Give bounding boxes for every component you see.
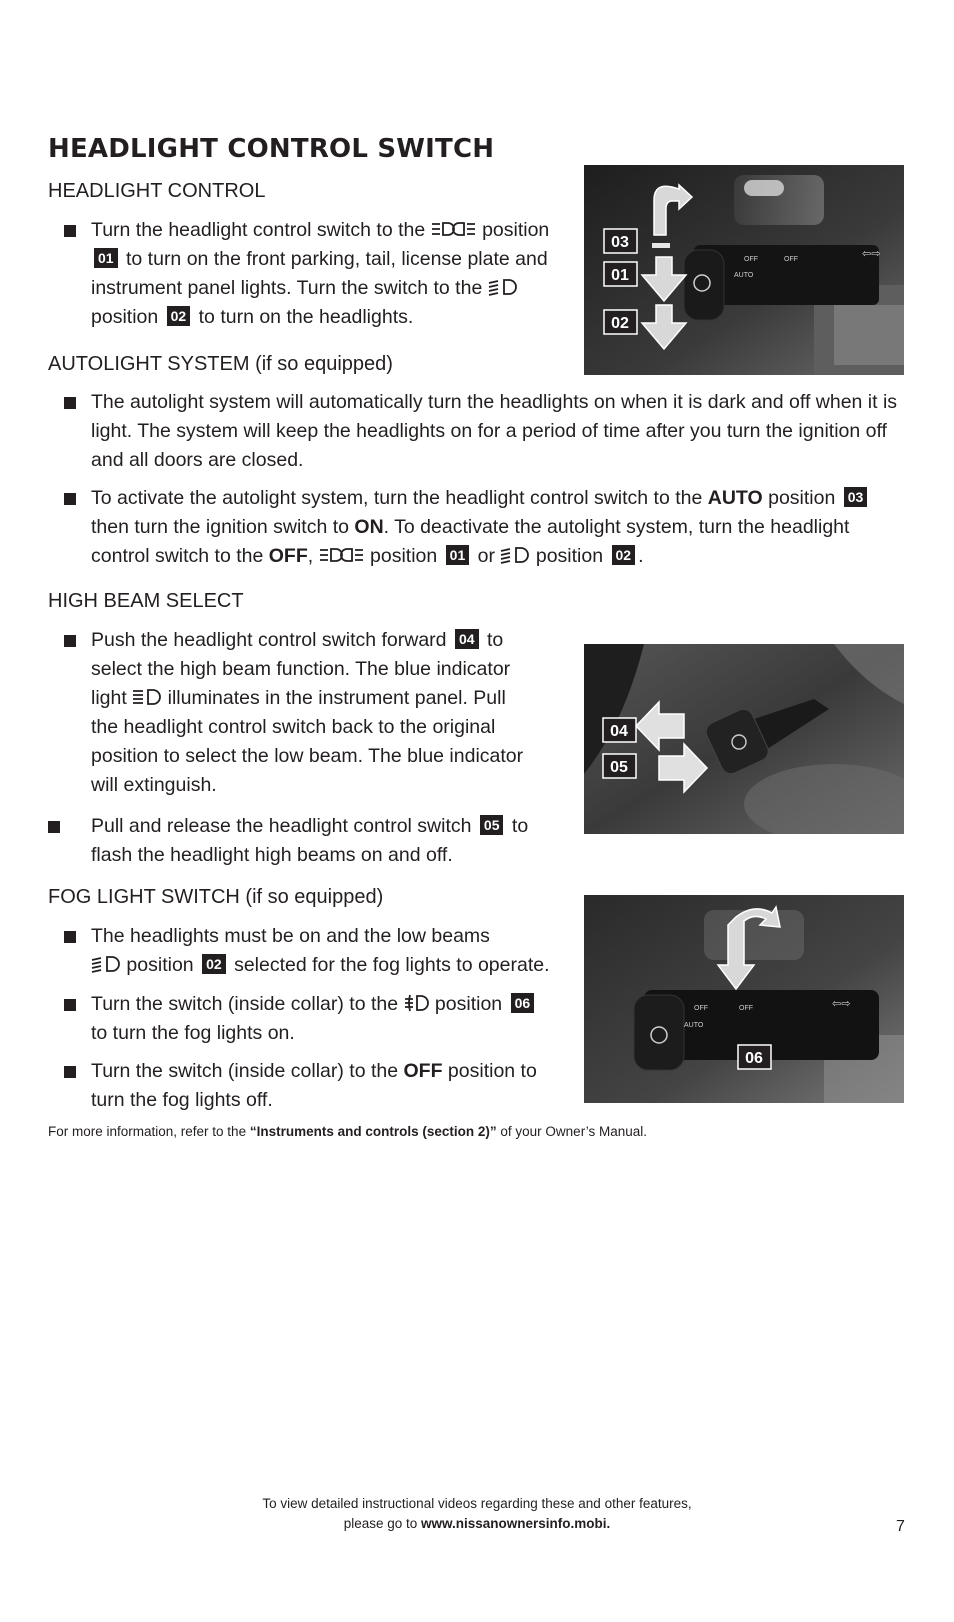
bullet-autolight-description: The autolight system will automatically turn the headlights on when it is dark and off when it is light. The system will keep the headlights on for a period of time after you turn the ignition off and all doors are closed. <box>64 388 924 478</box>
website-link[interactable]: www.nissanownersinfo.mobi. <box>421 1516 611 1531</box>
section-heading-fog-light: FOG LIGHT SWITCH (if so equipped) <box>48 886 384 908</box>
callout-05: 05 <box>610 759 628 776</box>
callout-01: 01 <box>611 267 629 284</box>
turn-signal-icon: ⇦⇨ <box>862 247 881 260</box>
parking-light-icon <box>319 545 365 565</box>
high-beam-icon <box>132 687 162 707</box>
high-beam-illustration <box>584 644 904 834</box>
position-badge: 02 <box>612 545 636 565</box>
photo-label-off: OFF <box>694 1005 708 1012</box>
position-badge: 01 <box>94 248 118 268</box>
low-beam-icon <box>500 545 530 565</box>
bullet-marker <box>64 635 76 647</box>
low-beam-icon <box>488 277 518 297</box>
bullet-high-beam-flash: Pull and release the headlight control switch 05 to flash the headlight high beams on and off. <box>48 812 568 872</box>
photo-label-off: OFF <box>784 256 798 263</box>
position-badge: 05 <box>480 815 504 835</box>
page-title: HEADLIGHT CONTROL SWITCH <box>48 134 495 164</box>
bullet-autolight-activate: To activate the autolight system, turn the headlight control switch to the AUTO position 03 then turn the ignition switch to ON. To deactivate the autolight system, turn the headlight control switch to the OFF, position 01 or position 02 . <box>64 484 924 574</box>
bullet-marker <box>64 931 76 943</box>
bullet-high-beam-push: Push the headlight control switch forward 04 to select the high beam function. The blue indicator light illuminates in the instrument panel. Pull the headlight control switch back to the original position to select the low beam. The blue indicator will extinguish. <box>64 626 564 806</box>
headlight-switch-illustration <box>584 165 904 375</box>
callout-03: 03 <box>611 234 629 251</box>
bullet-headlight-control: Turn the headlight control switch to the position 01 to turn on the front parking, tail, license plate and instrument panel lights. Turn the switch to the position 02 to turn on the headlights. <box>64 216 564 336</box>
bullet-marker <box>64 225 76 237</box>
high-beam-photo <box>584 644 904 834</box>
position-badge: 02 <box>202 954 226 974</box>
bullet-marker <box>64 397 76 409</box>
fog-light-icon <box>404 993 430 1013</box>
fog-light-illustration <box>584 895 904 1103</box>
section-heading-high-beam: HIGH BEAM SELECT <box>48 590 244 612</box>
photo-label-auto: AUTO <box>684 1022 704 1029</box>
position-badge: 02 <box>167 306 191 326</box>
page-number: 7 <box>896 1518 905 1535</box>
bullet-marker <box>48 821 60 833</box>
page-footer: To view detailed instructional videos regarding these and other features, please go to www.nissanownersinfo.mobi. <box>262 1496 692 1531</box>
position-badge: 04 <box>455 629 479 649</box>
section-heading-headlight-control: HEADLIGHT CONTROL <box>48 180 266 202</box>
low-beam-icon <box>91 954 121 974</box>
photo-label-off: OFF <box>744 256 758 263</box>
turn-signal-icon: ⇦⇨ <box>832 997 851 1010</box>
callout-04: 04 <box>610 723 628 740</box>
section-heading-autolight: AUTOLIGHT SYSTEM (if so equipped) <box>48 353 393 375</box>
bullet-fog-off: Turn the switch (inside collar) to the OFF position to turn the fog lights off. <box>64 1057 574 1117</box>
bullet-fog-on: Turn the switch (inside collar) to the position 06 to turn the fog lights on. <box>64 990 574 1050</box>
bullet-marker <box>64 1066 76 1078</box>
photo-label-off: OFF <box>739 1005 753 1012</box>
fog-light-photo <box>584 895 904 1103</box>
more-info-footnote: For more information, refer to the “Instruments and controls (section 2)” of your Owner’s Manual. <box>48 1124 647 1139</box>
callout-02: 02 <box>611 315 629 332</box>
bullet-marker <box>64 999 76 1011</box>
headlight-switch-photo <box>584 165 904 375</box>
callout-06: 06 <box>745 1050 763 1067</box>
bullet-marker <box>64 493 76 505</box>
position-badge: 03 <box>844 487 868 507</box>
photo-label-auto: AUTO <box>734 272 754 279</box>
position-badge: 06 <box>511 993 535 1013</box>
bullet-fog-requirement: The headlights must be on and the low beams position 02 selected for the fog lights to operate. <box>64 922 574 982</box>
parking-light-icon <box>431 219 477 239</box>
position-badge: 01 <box>446 545 470 565</box>
